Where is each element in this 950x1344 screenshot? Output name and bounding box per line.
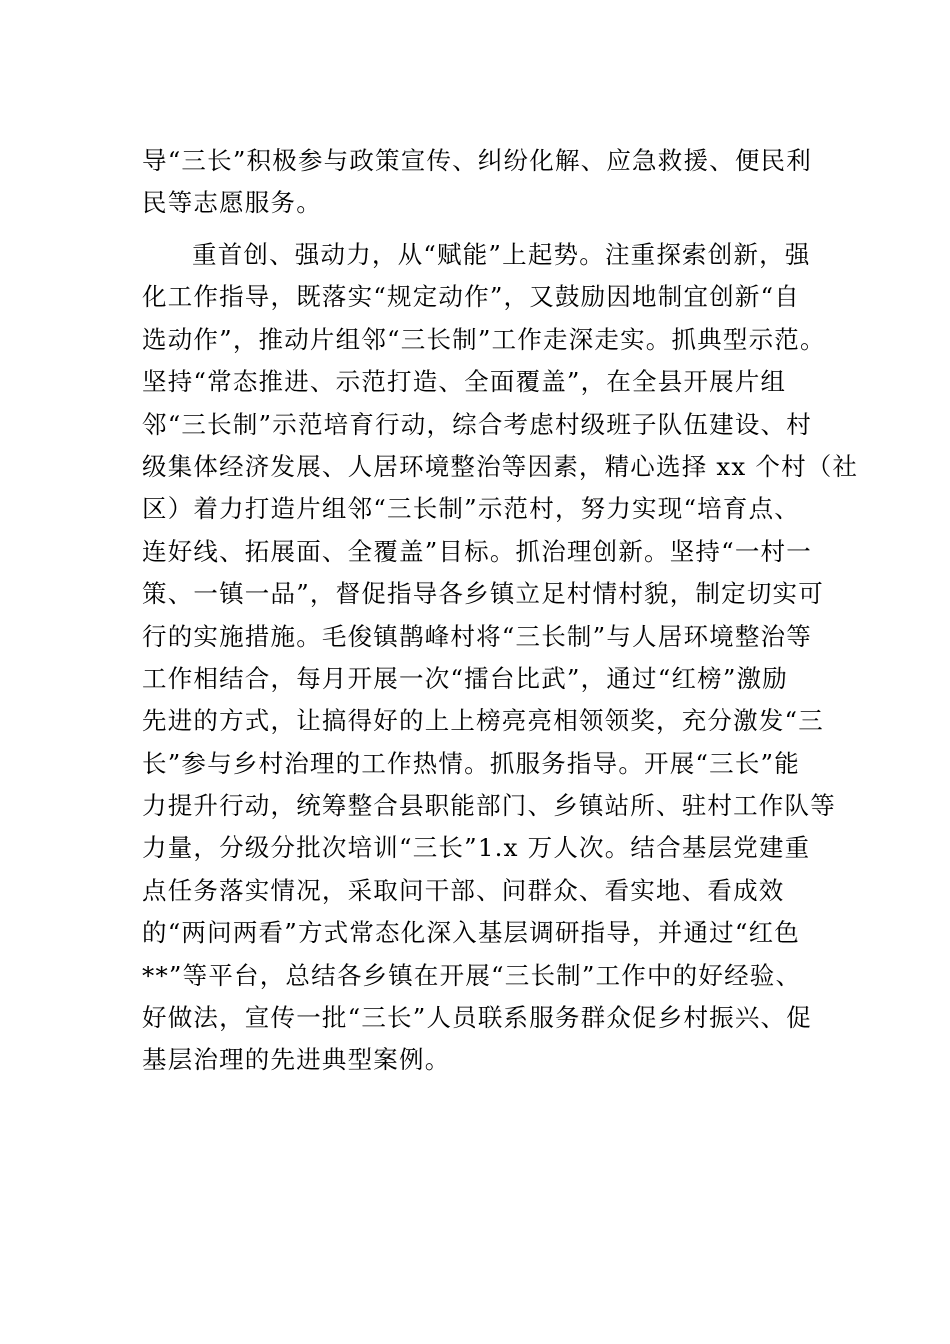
paragraph-line: 点任务落实情况，采取问干部、问群众、看实地、看成效 (142, 875, 785, 905)
paragraph-line: 力量，分级分批次培训“三长”1.x 万人次。结合基层党建重 (142, 833, 811, 863)
paragraph-line: 选动作”，推动片组邻“三长制”工作走深走实。抓典型示范。 (142, 324, 826, 354)
paragraph-line: 长”参与乡村治理的工作热情。抓服务指导。开展“三长”能 (142, 748, 800, 778)
paragraph-line: 邻“三长制”示范培育行动，综合考虑村级班子队伍建设、村 (142, 409, 812, 439)
paragraph-line: 工作相结合，每月开展一次“擂台比武”，通过“红榜”激励 (142, 663, 788, 693)
paragraph-line: 重首创、强动力，从“赋能”上起势。注重探索创新，强 (192, 240, 811, 269)
paragraph-2 (142, 234, 859, 1082)
paragraph-line: 连好线、拓展面、全覆盖”目标。抓治理创新。坚持“一村一 (142, 536, 812, 566)
paragraph-line: 导“三长”积极参与政策宣传、纠纷化解、应急救援、便民利 (142, 146, 812, 175)
paragraph-line: 坚持“常态推进、示范打造、全面覆盖”，在全县开展片组 (142, 367, 787, 397)
paragraph-line: 先进的方式，让搞得好的上上榜亮亮相领领奖，充分激发“三 (142, 706, 824, 736)
paragraph-line: 区）着力打造片组邻“三长制”示范村，努力实现“培育点、 (142, 494, 800, 524)
paragraph-line: 策、一镇一品”，督促指导各乡镇立足村情村貌，制定切实可 (142, 579, 824, 609)
paragraph-line: 的“两问两看”方式常态化深入基层调研指导，并通过“红色 (142, 918, 800, 948)
paragraph-line: 基层治理的先进典型案例。 (142, 1045, 451, 1075)
paragraph-line: 力提升行动，统筹整合县职能部门、乡镇站所、驻村工作队等 (142, 791, 836, 821)
paragraph-line: 好做法，宣传一批“三长”人员联系服务群众促乡村振兴、促 (142, 1003, 812, 1033)
paragraph-line: 化工作指导，既落实“规定动作”，又鼓励因地制宜创新“自 (142, 282, 800, 312)
paragraph-1 (142, 140, 832, 225)
paragraph-line: 民等志愿服务。 (142, 188, 322, 218)
paragraph-line: 行的实施措施。毛俊镇鹊峰村将“三长制”与人居环境整治等 (142, 621, 812, 651)
paragraph-line: **”等平台，总结各乡镇在开展“三长制”工作中的好经验、 (142, 960, 802, 990)
paragraph-line: 级集体经济发展、人居环境整治等因素，精心选择 xx 个村（社 (142, 451, 859, 481)
